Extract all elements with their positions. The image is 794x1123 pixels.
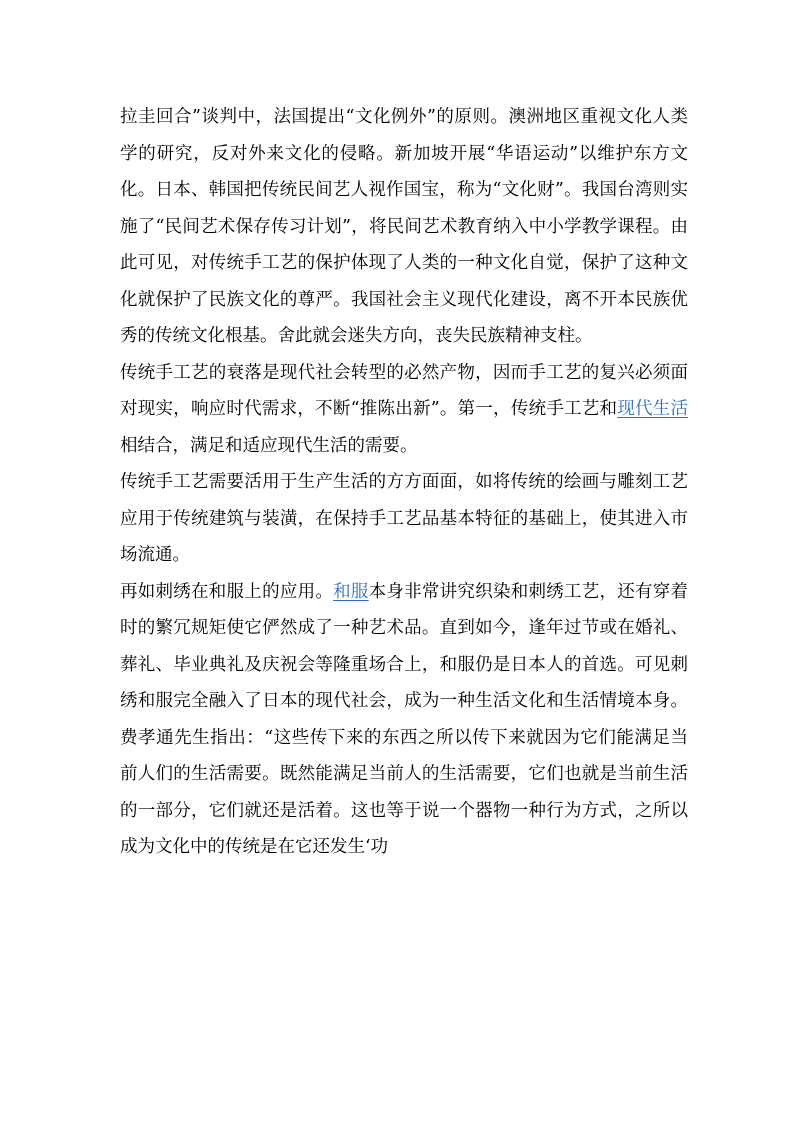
paragraph-2-text-before: 传统手工艺的衰落是现代社会转型的必然产物，因而手工艺的复兴必须面对现实，响应时代需求，不断“推陈出新”。第一，传统手工艺和	[120, 362, 688, 419]
modern-life-link[interactable]: 现代生活	[617, 399, 688, 419]
paragraph-4	[120, 574, 688, 866]
paragraph-2-text-after: 相结合，满足和适应现代生活的需要。	[120, 435, 418, 456]
paragraph-4-text-before: 再如刺绣在和服上的应用。	[120, 581, 334, 602]
paragraph-1: 拉圭回合”谈判中，法国提出“文化例外”的原则。澳洲地区重视文化人类学的研究，反对外来文化的侵略。新加坡开展“华语运动”以维护东方文化。日本、韩国把传统民间艺人视作国宝，称为“文化财”。我国台湾则实施了“民间艺术保存传习计划”，将民间艺术教育纳入中小学教学课程。由此可见，对传统手工艺的保护体现了人类的一种文化自觉，保护了这种文化就保护了民族文化的尊严。我国社会主义现代化建设，离不开本民族优秀的传统文化根基。舍此就会迷失方向，丧失民族精神支柱。	[120, 107, 688, 346]
paragraph-4-text-after: 本身非常讲究织染和刺绣工艺，还有穿着时的繁冗规矩使它俨然成了一种艺术品。直到如今，逢年过节或在婚礼、葬礼、毕业典礼及庆祝会等隆重场合上，和服仍是日本人的首选。可见刺绣和服完全融入了日本的现代社会，成为一种生活文化和生活情境本身。费孝通先生指出：“这些传下来的东西之所以传下来就因为它们能满足当前人们的生活需要。既然能满足当前人的生活需要，它们也就是当前生活的一部分，它们就还是活着。这也等于说一个器物一种行为方式，之所以成为文化中的传统是在它还发生‘功	[120, 581, 689, 857]
kimono-link[interactable]: 和服	[333, 581, 369, 602]
paragraph-2	[120, 355, 688, 465]
document-page	[120, 99, 688, 866]
paragraph-3: 传统手工艺需要活用于生产生活的方方面面，如将传统的绘画与雕刻工艺应用于传统建筑与装潢，在保持手工艺品基本特征的基础上，使其进入市场流通。	[120, 472, 688, 565]
